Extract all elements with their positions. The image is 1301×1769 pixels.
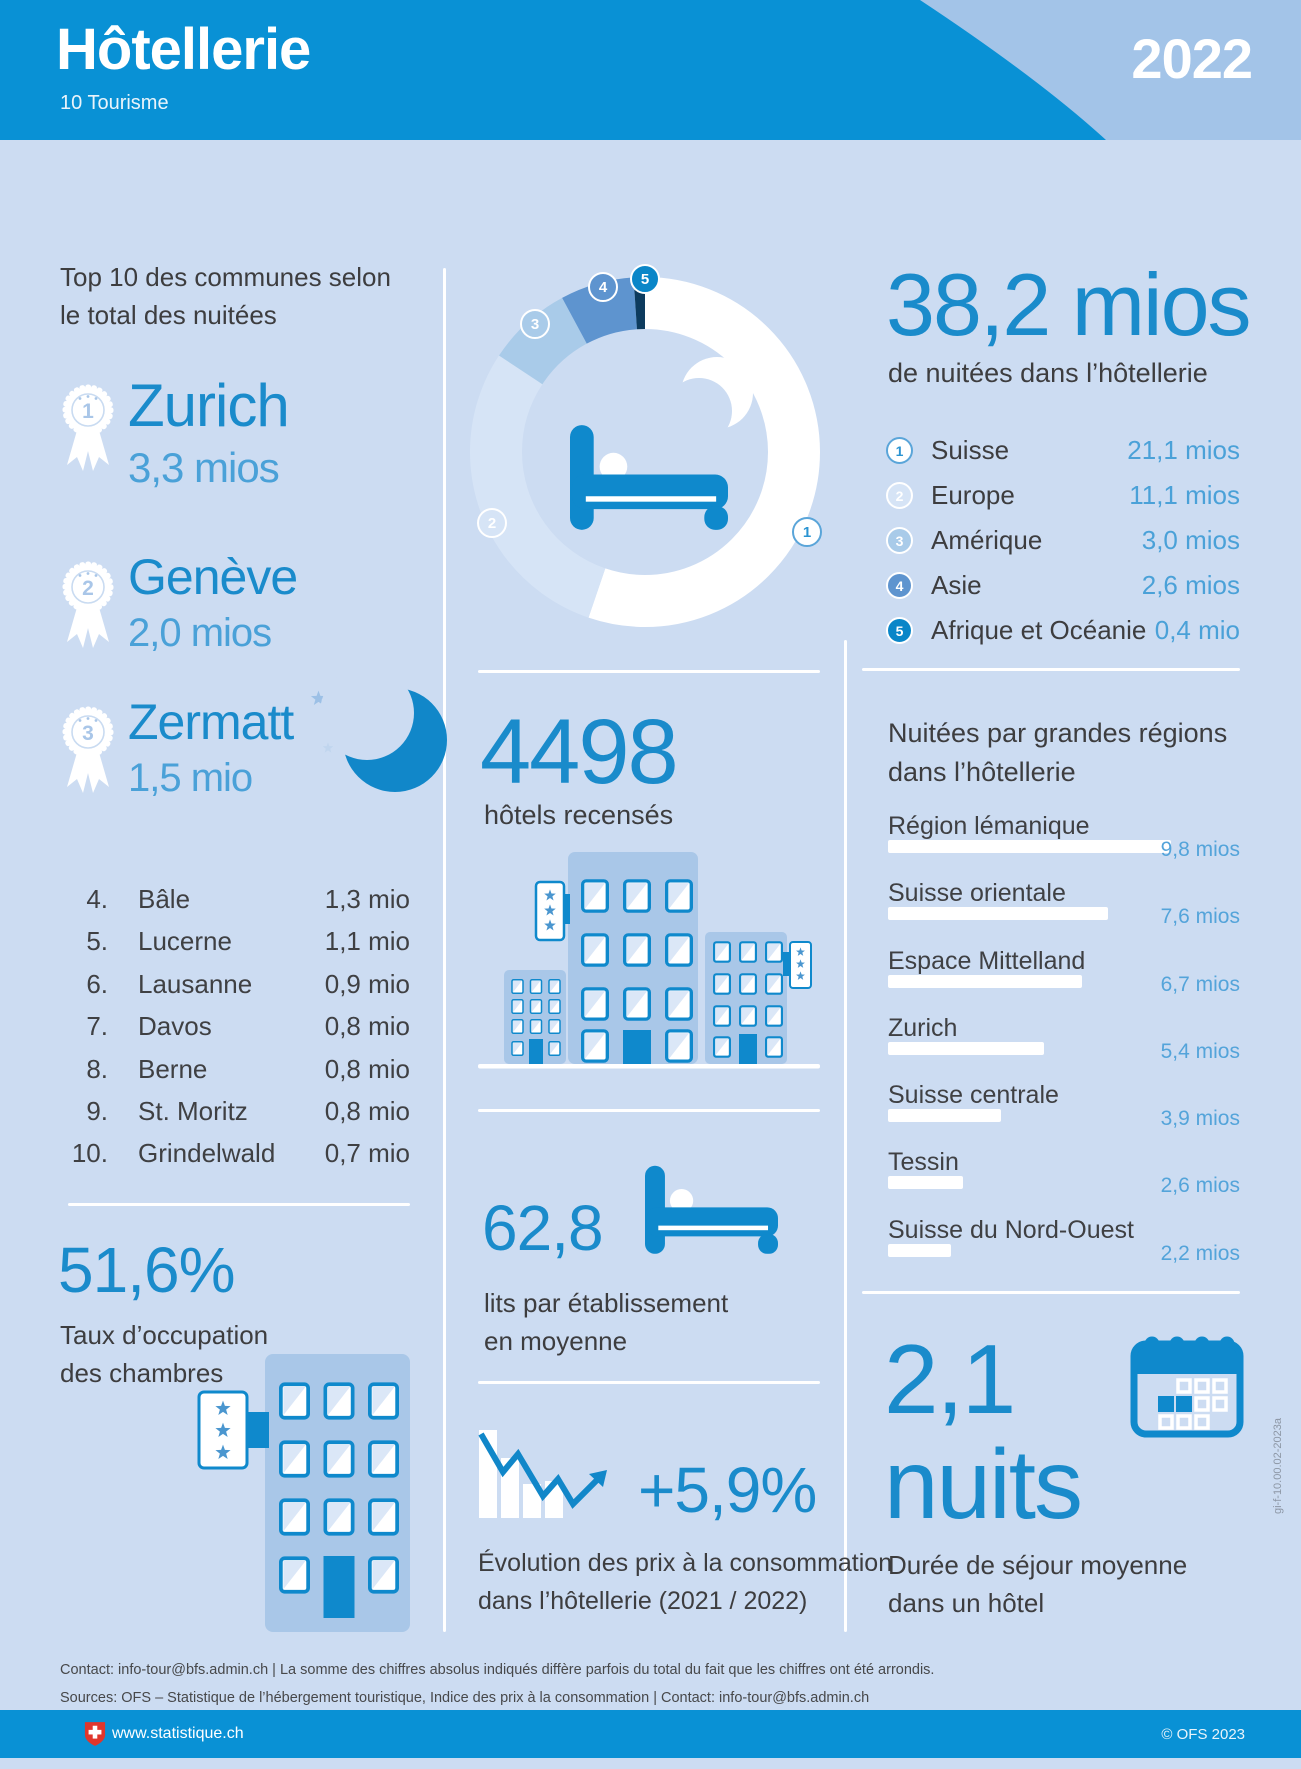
award-ribbon-icon	[62, 560, 114, 652]
divider-beds-top	[478, 1109, 820, 1112]
list-item-rank: 4.	[86, 884, 108, 914]
regions-heading	[888, 714, 1227, 792]
total-nights-value: 38,2 mios	[886, 255, 1250, 354]
stay-duration-unit: nuits	[884, 1429, 1082, 1539]
list-item	[60, 1138, 410, 1180]
calendar-icon	[1128, 1332, 1246, 1440]
region-bar-track	[888, 975, 1171, 988]
top10-list	[60, 884, 410, 1181]
legend-number-badge: 4	[886, 572, 913, 599]
regions-heading-line1: Nuitées par grandes régions	[888, 718, 1228, 748]
list-item-rank: 6.	[86, 968, 108, 999]
list-item-name: Berne	[138, 1053, 208, 1084]
donut-segments	[496, 303, 794, 601]
prices-label-line1: Évolution des prix à la consommation	[478, 1549, 893, 1577]
swiss-cross-icon	[84, 1721, 106, 1747]
divider-vertical-right	[844, 640, 847, 1632]
legend-label: Afrique et Océanie	[931, 615, 1147, 645]
region-bar-track	[888, 840, 1171, 853]
region-name: Suisse centrale	[888, 1081, 1059, 1110]
award-ribbon-icon	[62, 705, 114, 797]
list-item-value: 0,7 mio	[324, 1138, 410, 1169]
ground-line	[478, 1064, 820, 1069]
podium-city-value: 2,0 mios	[128, 611, 272, 655]
divider-hotels-top	[478, 670, 820, 673]
legend-row	[886, 518, 1240, 563]
beds-label-line1: lits par établissement	[484, 1288, 729, 1318]
list-item	[60, 1054, 410, 1096]
legend-label: Suisse	[931, 435, 1010, 465]
region-row	[888, 1014, 1240, 1081]
region-value: 7,6 mios	[1160, 905, 1240, 929]
region-name: Espace Mittelland	[888, 946, 1086, 975]
region-bar-track	[888, 1244, 1171, 1257]
price-evolution-label	[478, 1544, 892, 1620]
legend-row	[886, 608, 1240, 653]
divider-prices-top	[478, 1381, 820, 1384]
price-evolution-value: +5,9%	[638, 1454, 817, 1526]
beds-average-value: 62,8	[482, 1192, 603, 1264]
prices-label-line2: dans l’hôtellerie (2021 / 2022)	[478, 1587, 808, 1615]
region-bar	[888, 840, 1171, 853]
beds-label-line2: en moyenne	[484, 1326, 628, 1356]
list-item	[60, 884, 410, 926]
stay-label-line1: Durée de séjour moyenne	[888, 1550, 1188, 1580]
donut-badge-5: 5	[630, 264, 660, 294]
top10-heading-line2: le total des nuitées	[60, 300, 277, 330]
legend-number-badge: 2	[886, 482, 913, 509]
legend-number-badge: 3	[886, 527, 913, 554]
donut-badge-3: 3	[520, 309, 550, 339]
donut-badge-2: 2	[477, 508, 507, 538]
podium-rank: 3	[82, 722, 94, 745]
list-item-name: Lausanne	[138, 968, 253, 999]
region-bar	[888, 1042, 1044, 1055]
region-row	[888, 1081, 1240, 1148]
list-item-rank: 10.	[71, 1138, 108, 1169]
podium-city-value: 3,3 mios	[128, 444, 279, 491]
legend-label: Amérique	[931, 525, 1043, 555]
divider-vertical-left	[443, 268, 446, 1632]
footer-note-contact: Contact: info-tour@bfs.admin.ch | La somme des chiffres absolus indiqués diffère parfois du total du fait que les chiffres ont été arrondis.	[60, 1662, 935, 1678]
legend-row	[886, 563, 1240, 608]
legend-label: Europe	[931, 480, 1015, 510]
list-item-rank: 7.	[86, 1011, 108, 1042]
list-item	[60, 969, 410, 1011]
divider-stay-top	[862, 1291, 1240, 1294]
region-row	[888, 879, 1240, 946]
origin-legend	[886, 428, 1240, 653]
legend-value: 21,1 mios	[1127, 435, 1240, 465]
region-name: Suisse du Nord-Ouest	[888, 1215, 1134, 1244]
donut-chart	[470, 270, 820, 627]
price-trend-chart-icon	[477, 1424, 617, 1524]
region-bar-track	[888, 1176, 1171, 1189]
list-item-rank: 9.	[86, 1095, 108, 1126]
region-bar	[888, 1176, 963, 1189]
award-ribbon-icon	[62, 383, 114, 475]
hotel-buildings-icon	[478, 852, 820, 1077]
list-item-value: 0,8 mio	[324, 1095, 410, 1126]
hotels-count-value: 4498	[480, 701, 677, 803]
legend-number-badge: 1	[886, 437, 913, 464]
footer-copyright: © OFS 2023	[1161, 1725, 1245, 1743]
region-value: 9,8 mios	[1160, 838, 1240, 861]
footer-bar	[0, 1710, 1301, 1758]
list-item-value: 1,3 mio	[324, 884, 410, 914]
region-bar-track	[888, 1109, 1171, 1122]
region-name: Zurich	[888, 1013, 958, 1042]
top10-heading	[60, 258, 391, 334]
hotel-building-icon	[195, 1350, 410, 1632]
legend-value: 2,6 mios	[1141, 570, 1240, 600]
legend-value: 11,1 mios	[1129, 480, 1240, 510]
occupancy-label-line1: Taux d’occupation	[60, 1320, 269, 1350]
occupancy-rate-value: 51,6%	[58, 1234, 235, 1306]
podium-city-name: Zermatt	[128, 694, 294, 750]
list-item-value: 0,9 mio	[324, 968, 410, 999]
list-item-name: St. Moritz	[138, 1095, 248, 1126]
podium-text	[128, 695, 293, 800]
beds-average-label	[484, 1284, 728, 1360]
podium-city-name: Genève	[128, 549, 298, 605]
occupancy-label-line2: des chambres	[60, 1358, 224, 1388]
list-item-value: 1,1 mio	[324, 926, 410, 957]
hotels-count-label: hôtels recensés	[484, 800, 674, 830]
total-nights-label: de nuitées dans l’hôtellerie	[888, 358, 1208, 388]
region-bar	[888, 1244, 951, 1257]
region-row	[888, 1216, 1240, 1283]
building-door	[324, 1556, 355, 1618]
footer-site-link[interactable]: www.statistique.ch	[112, 1725, 244, 1742]
list-item-rank: 8.	[86, 1053, 108, 1084]
legend-row	[886, 473, 1240, 518]
podium-rank: 2	[82, 577, 94, 600]
divider-regions-top	[862, 668, 1240, 671]
list-item	[60, 1096, 410, 1138]
podium-text	[128, 373, 289, 491]
region-value: 2,6 mios	[1160, 1174, 1240, 1198]
legend-label: Asie	[931, 570, 982, 600]
legend-number-badge: 5	[886, 617, 913, 644]
podium-rank: 1	[82, 400, 94, 423]
list-item-name: Grindelwald	[138, 1138, 276, 1169]
page-subtitle: 10 Tourisme	[60, 92, 169, 114]
donut-badge-4: 4	[588, 272, 618, 302]
footer-note-sources: Sources: OFS – Statistique de l’hébergement touristique, Indice des prix à la consommation | Contact: info-tour@bfs.admin.ch	[60, 1690, 870, 1706]
region-bar	[888, 975, 1082, 988]
list-item-rank: 5.	[86, 926, 108, 957]
legend-value: 3,0 mios	[1141, 525, 1240, 555]
region-name: Tessin	[888, 1148, 959, 1177]
year-badge: 2022	[1131, 27, 1252, 90]
region-bar-track	[888, 1042, 1171, 1055]
regions-bar-chart	[888, 812, 1240, 1283]
top10-heading-line1: Top 10 des communes selon	[60, 262, 391, 292]
region-name: Suisse orientale	[888, 879, 1066, 908]
region-bar-track	[888, 907, 1171, 920]
region-name: Région lémanique	[888, 812, 1090, 840]
list-item-name: Bâle	[138, 884, 191, 914]
region-bar	[888, 907, 1108, 920]
header-band	[0, 0, 1301, 140]
region-value: 5,4 mios	[1160, 1039, 1240, 1063]
region-value: 2,2 mios	[1160, 1241, 1240, 1265]
figure-code: gi-f-10.00.02-2023a	[1272, 1418, 1284, 1515]
region-bar	[888, 1109, 1001, 1122]
region-value: 6,7 mios	[1160, 972, 1240, 996]
region-row	[888, 812, 1240, 879]
region-row	[888, 1148, 1240, 1215]
podium-city-value: 1,5 mio	[128, 756, 253, 800]
regions-heading-line2: dans l’hôtellerie	[888, 757, 1076, 787]
podium-text	[128, 550, 297, 655]
list-item-name: Lucerne	[138, 926, 232, 957]
list-item	[60, 926, 410, 968]
donut-badge-1: 1	[792, 517, 822, 547]
divider-occupancy	[68, 1203, 410, 1206]
list-item-name: Davos	[138, 1011, 212, 1042]
list-item-value: 0,8 mio	[324, 1011, 410, 1042]
podium-city-name: Zurich	[128, 372, 289, 439]
stay-duration-value: 2,1	[884, 1324, 1015, 1434]
legend-value: 0,4 mio	[1154, 615, 1240, 645]
moon-and-stars-icon	[300, 672, 450, 802]
legend-row	[886, 428, 1240, 473]
region-row	[888, 947, 1240, 1014]
region-value: 3,9 mios	[1160, 1107, 1240, 1131]
list-item	[60, 1011, 410, 1053]
stay-duration-label	[888, 1546, 1187, 1622]
stay-label-line2: dans un hôtel	[888, 1588, 1045, 1618]
page-title: Hôtellerie	[56, 17, 311, 82]
bed-icon	[645, 1164, 778, 1254]
list-item-value: 0,8 mio	[324, 1053, 410, 1084]
